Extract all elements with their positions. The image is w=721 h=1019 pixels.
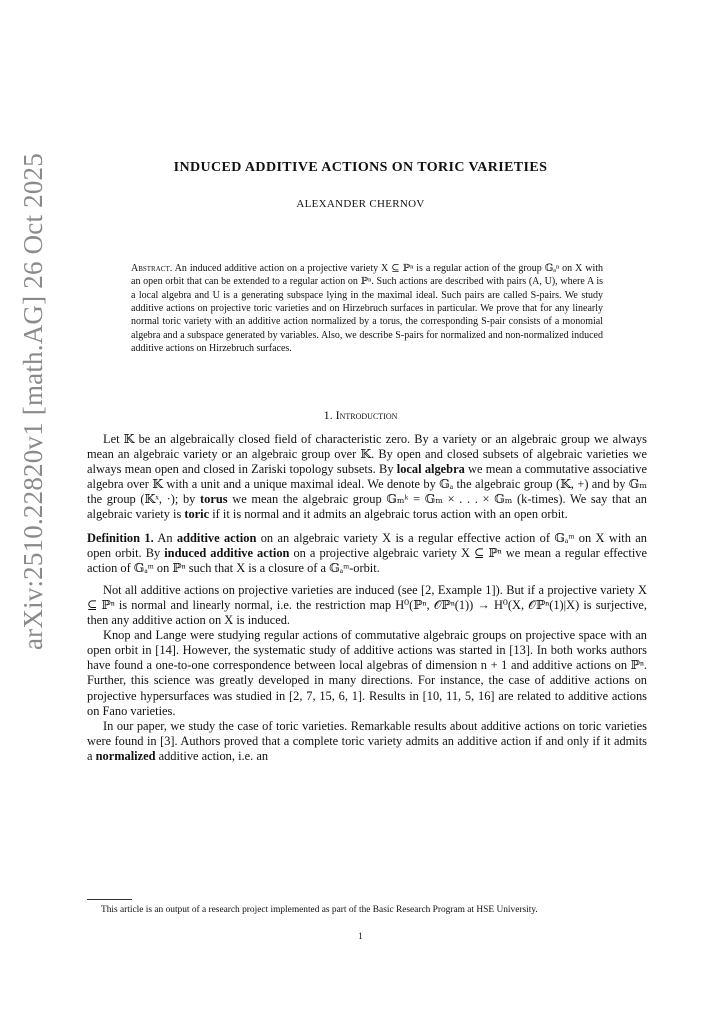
definition-1: [87, 531, 647, 576]
text-run: Let 𝕂 be an algebraically closed field of characteristic zero. By a variety or an algebraic group we always mean an algebraic variety or an algebraic group over 𝕂. By open and closed subsets of algebraic varieties we always mean open and closed in Zariski topology subsets. By: [87, 432, 647, 477]
footnote-text: This article is an output of a research project implemented as part of the Basic Research Program at HSE University.: [101, 905, 538, 915]
text-run: In our paper, we study the case of toric varieties. Remarkable results about additive actions on toric varieties were found in [3]. Authors proved that a complete toric variety admits an additive action if and only if it admits a: [87, 718, 647, 763]
text-run: on a projective algebraic variety X ⊆ ℙⁿ we mean a regular effective action of 𝔾ₐᵐ on ℙⁿ such that X is a closure of a 𝔾ₐᵐ-orbit.: [87, 545, 647, 575]
paragraph-history: Knop and Lange were studying regular actions of commutative algebraic groups on projective space with an open orbit in [14]. However, the systematic study of additive actions was started in [13]. In both works authors have found a one-to-one correspondence between local algebras of dimension n + 1 and additive actions on ℙⁿ. Further, this science was greatly developed in many directions. For instance, the case of additive actions on projective hypersurfaces was studied in [2, 7, 15, 6, 1]. Results in [10, 11, 5, 16] are related to additive actions on Fano varieties.: [87, 628, 647, 718]
paragraph-induced: Not all additive actions on projective varieties are induced (see [2, Example 1]). But if a projective variety X ⊆ ℙⁿ is normal and linearly normal, i.e. the restriction map H⁰(ℙⁿ, 𝒪ℙⁿ(1)) → H⁰(X, 𝒪ℙⁿ(1)|X) is surjective, then any additive action on X is induced.: [87, 582, 647, 628]
paper-title: INDUCED ADDITIVE ACTIONS ON TORIC VARIETIES: [173, 160, 548, 175]
text-run: if it is normal and it admits an algebraic torus action with an open orbit.: [209, 507, 568, 522]
text-run: additive action, i.e. an: [155, 748, 269, 763]
abstract-label: Abstract.: [131, 263, 173, 274]
section-heading: [0, 408, 721, 423]
text-run: on an algebraic variety X is a regular effective action of 𝔾ₐᵐ on X with an open orbit. By: [87, 530, 647, 560]
section-title: Introduction: [335, 408, 398, 422]
text-run: An: [153, 530, 177, 545]
text-run: we mean a commutative associative algebra over 𝕂 with a unit and a unique maximal ideal. We denote by 𝔾ₐ the algebraic group (𝕂, +) and by 𝔾ₘ the group (𝕂ˣ, ·); by: [87, 462, 647, 507]
abstract-text: An induced additive action on a projective variety X ⊆ ℙⁿ is a regular action of the group 𝔾ₐⁿ on X with an open orbit that can be extended to a regular action on ℙⁿ. Such actions are described with pairs (A, U), where A is a local algebra and U is a generating subspace lying in the maximal ideal. Such pairs are called S-pairs. We study additive actions on projective toric varieties and on Hirzebruch surfaces in particular. We prove that for any linearly normal toric variety with an additive action normalized by a torus, the corresponding S-pair consists of a monomial algebra and a subspace generated by variables. Also, we describe S-pairs for normalized and non-normalized induced additive actions on Hirzebruch surfaces.: [131, 263, 603, 355]
bold-term: induced additive action: [164, 545, 290, 560]
footnote-divider: [87, 899, 132, 900]
arxiv-identifier[interactable]: arXiv:2510.22820v1 [math.AG] 26 Oct 2025: [18, 153, 48, 650]
bold-term: torus: [200, 492, 228, 507]
footnote: [87, 904, 647, 916]
definition-label: Definition 1.: [87, 530, 154, 545]
bold-term: toric: [184, 507, 210, 522]
bold-term: normalized: [95, 748, 156, 763]
bold-term: additive action: [176, 530, 257, 545]
paragraph-intro: [87, 432, 647, 523]
abstract: [131, 262, 603, 355]
bold-term: local algebra: [396, 462, 465, 477]
author-name: ALEXANDER CHERNOV: [296, 198, 425, 210]
page-number: 1: [358, 932, 363, 942]
section-number: 1.: [323, 408, 333, 422]
text-run: we mean the algebraic group 𝔾ₘᵏ = 𝔾ₘ × . . . × 𝔾ₘ (k-times). We say that an algebraic variety is: [87, 492, 647, 522]
body-text: [87, 432, 647, 764]
paragraph-our-paper: [87, 719, 647, 764]
